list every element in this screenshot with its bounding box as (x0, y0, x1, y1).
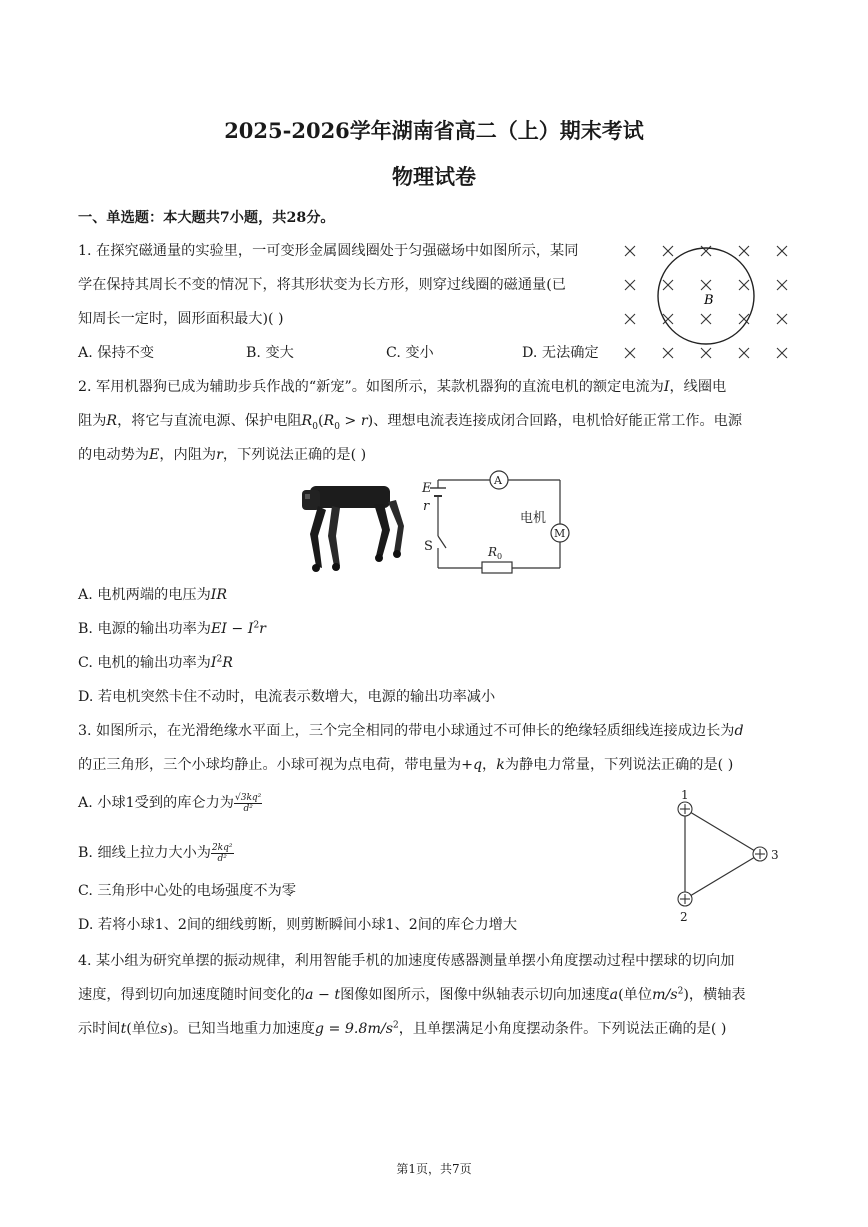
q2-line2: 阻为R，将它与直流电源、保护电阻$R_0(R_0 > r)$、理想电流表连接成闭合回路，电机恰好能正常工作。电源 (78, 413, 743, 432)
svg-text:电机: 电机 (520, 511, 547, 526)
q1-line3: 知周长一定时，圆形面积最大)( ) (78, 311, 284, 327)
q4-line3: 示时间t(单位s)。已知当地重力加速度$g = 9.8m/s^2$，且单摆满足小角度摆动条件。下列说法正确的是( ) (78, 1020, 727, 1037)
q3-option-c: C. 三角形中心处的电场强度不为零 (78, 883, 296, 899)
q1-option-a: A. 保持不变 (78, 345, 155, 361)
section-heading: 一、单选题：本大题共7小题，共28分。 (78, 210, 335, 226)
q2-option-a: A. 电机两端的电压为IR (78, 587, 228, 603)
q3-line2: 的正三角形，三个小球均静止。小球可视为点电荷，带电量为+q，k为静电力常量，下列说法正确的是( ) (78, 757, 734, 773)
circuit-diagram (418, 466, 574, 578)
page-footer: 第1页，共7页 (396, 1162, 472, 1176)
svg-text:M: M (554, 527, 566, 540)
page-subtitle: 物理试卷 (392, 164, 476, 189)
q2-line3: 的电动势为E，内阻为r，下列说法正确的是( ) (78, 447, 367, 463)
q3-option-a: A. 小球1受到的库仑力为 $\frac{\text{√3kq²}}{\text{d²}}$ (78, 792, 262, 814)
q4-line2: 速度，得到切向加速度随时间变化的a − t图像如图所示，图像中纵轴表示切向加速度a(单位$m/s^2$)，横轴表 (78, 986, 746, 1003)
svg-text:1: 1 (681, 788, 689, 802)
q3-option-d: D. 若将小球1、2间的细线剪断，则剪断瞬间小球1、2间的库仑力增大 (78, 917, 518, 933)
q3-option-b: B. 细线上拉力大小为 $\frac{\text{2kq²}}{\text{d²}}$ (78, 842, 233, 864)
svg-text:3: 3 (771, 848, 779, 862)
q2-option-b: B. 电源的输出功率为EI − $I^2r$ (78, 620, 266, 637)
q2-option-d: D. 若电机突然卡住不动时，电流表示数增大，电源的输出功率减小 (78, 689, 496, 705)
magnetic-field-figure (612, 232, 798, 368)
q2-option-c: C. 电机的输出功率为$I^2R$ (78, 654, 233, 671)
q3-line1: 3. 如图所示，在光滑绝缘水平面上，三个完全相同的带电小球通过不可伸长的绝缘轻质细线连接成边长为d (78, 723, 744, 739)
svg-text:A: A (494, 474, 502, 487)
svg-text:r: r (423, 499, 430, 514)
svg-text:E: E (422, 481, 432, 496)
q4-line1: 4. 某小组为研究单摆的振动规律，利用智能手机的加速度传感器测量单摆小角度摆动过程中摆球的切向加 (78, 953, 735, 969)
q1-option-c: C. 变小 (386, 345, 434, 361)
resistor-r0 (482, 562, 512, 573)
svg-text:2: 2 (680, 910, 688, 924)
robot-dog-image (296, 476, 408, 578)
svg-text:S: S (424, 539, 433, 554)
q1-line1: 1. 在探究磁通量的实验里，一可变形金属圆线圈处于匀强磁场中如图所示，某同 (78, 243, 579, 259)
q1-line2: 学在保持其周长不变的情况下，将其形状变为长方形，则穿过线圈的磁通量(已 (78, 277, 566, 293)
q2-line1: 2. 军用机器狗已成为辅助步兵作战的“新宠”。如图所示，某款机器狗的直流电机的额定电流为I，线圈电 (78, 379, 727, 395)
field-label-b: B (704, 293, 714, 308)
svg-text:0: 0 (497, 552, 503, 561)
charge-triangle-figure (668, 788, 788, 928)
svg-text:R: R (488, 545, 498, 559)
page-title: 2025-2026学年湖南省高二（上）期末考试 (224, 118, 644, 143)
q1-option-d: D. 无法确定 (522, 345, 599, 361)
q1-option-b: B. 变大 (246, 345, 294, 361)
